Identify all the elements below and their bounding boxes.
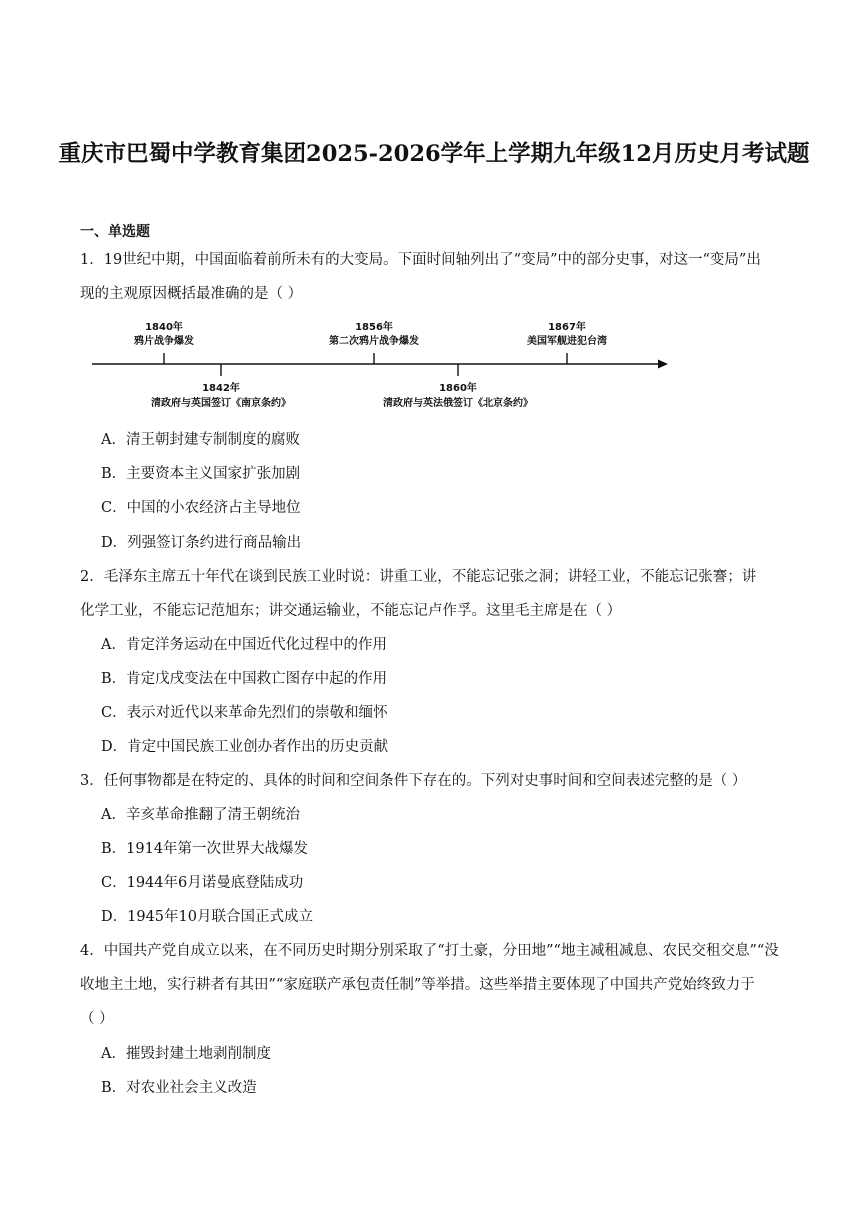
question-1-line-1: 1．19世纪中期，中国面临着前所未有的大变局。下面时间轴列出了“变局”中的部分史事，对这一“变局”出	[80, 252, 761, 268]
question-3-option-a[interactable]: A．辛亥革命推翻了清王朝统治	[101, 807, 300, 823]
section-heading: 一、单选题	[80, 224, 150, 240]
page-title: 重庆市巴蜀中学教育集团2025-2026学年上学期九年级12月历史月考试题	[58, 141, 810, 167]
question-4-line-2: 收地主土地，实行耕者有其田”“家庭联产承包责任制”等举措。这些举措主要体现了中国共产党始终致力于	[80, 977, 755, 993]
question-1-option-d[interactable]: D．列强签订条约进行商品输出	[101, 535, 302, 551]
question-2-line-2: 化学工业，不能忘记范旭东；讲交通运输业，不能忘记卢作孚。这里毛主席是在（ ）	[80, 603, 622, 619]
timeline-year-1842: 1842年	[202, 383, 240, 394]
question-3-line-1: 3．任何事物都是在特定的、具体的时间和空间条件下存在的。下列对史事时间和空间表述完整的是（ ）	[80, 773, 747, 789]
question-1-line-2: 现的主观原因概括最准确的是（ ）	[80, 286, 303, 302]
timeline-diagram	[80, 315, 680, 415]
timeline-event-1842: 清政府与英国签订《南京条约》	[151, 398, 291, 409]
question-4-option-a[interactable]: A．摧毁封建土地剥削制度	[101, 1046, 271, 1062]
question-1-option-c[interactable]: C．中国的小农经济占主导地位	[101, 500, 301, 516]
timeline-event-1840: 鸦片战争爆发	[134, 336, 194, 347]
timeline-year-1860: 1860年	[439, 383, 477, 394]
question-3-option-d[interactable]: D．1945年10月联合国正式成立	[101, 909, 313, 925]
question-4-line-3: （ ）	[80, 1011, 114, 1027]
timeline-year-1856: 1856年	[355, 322, 393, 333]
timeline-event-1867: 美国军舰进犯台湾	[527, 336, 607, 347]
timeline-event-1856: 第二次鸦片战争爆发	[329, 336, 419, 347]
question-4-option-b[interactable]: B．对农业社会主义改造	[101, 1080, 257, 1096]
question-4-line-1: 4．中国共产党自成立以来，在不同历史时期分别采取了“打土豪，分田地”“地主减租减息、农民交租交息”“没	[80, 943, 779, 959]
timeline-event-1860: 清政府与英法俄签订《北京条约》	[383, 398, 533, 409]
question-2-option-a[interactable]: A．肯定洋务运动在中国近代化过程中的作用	[101, 637, 387, 653]
timeline-year-1840: 1840年	[145, 322, 183, 333]
question-3-option-c[interactable]: C．1944年6月诺曼底登陆成功	[101, 875, 304, 891]
question-2-option-b[interactable]: B．肯定戊戌变法在中国救亡图存中起的作用	[101, 671, 388, 687]
question-1-option-a[interactable]: A．清王朝封建专制制度的腐败	[101, 432, 300, 448]
timeline-arrow-icon	[658, 360, 668, 369]
question-2-option-c[interactable]: C．表示对近代以来革命先烈们的崇敬和缅怀	[101, 705, 388, 721]
timeline-year-1867: 1867年	[548, 322, 586, 333]
question-1-option-b[interactable]: B．主要资本主义国家扩张加剧	[101, 466, 301, 482]
question-3-option-b[interactable]: B．1914年第一次世界大战爆发	[101, 841, 309, 857]
question-2-option-d[interactable]: D．肯定中国民族工业创办者作出的历史贡献	[101, 739, 389, 755]
question-2-line-1: 2．毛泽东主席五十年代在谈到民族工业时说：讲重工业，不能忘记张之洞；讲轻工业，不能忘记张謇；讲	[80, 569, 757, 585]
